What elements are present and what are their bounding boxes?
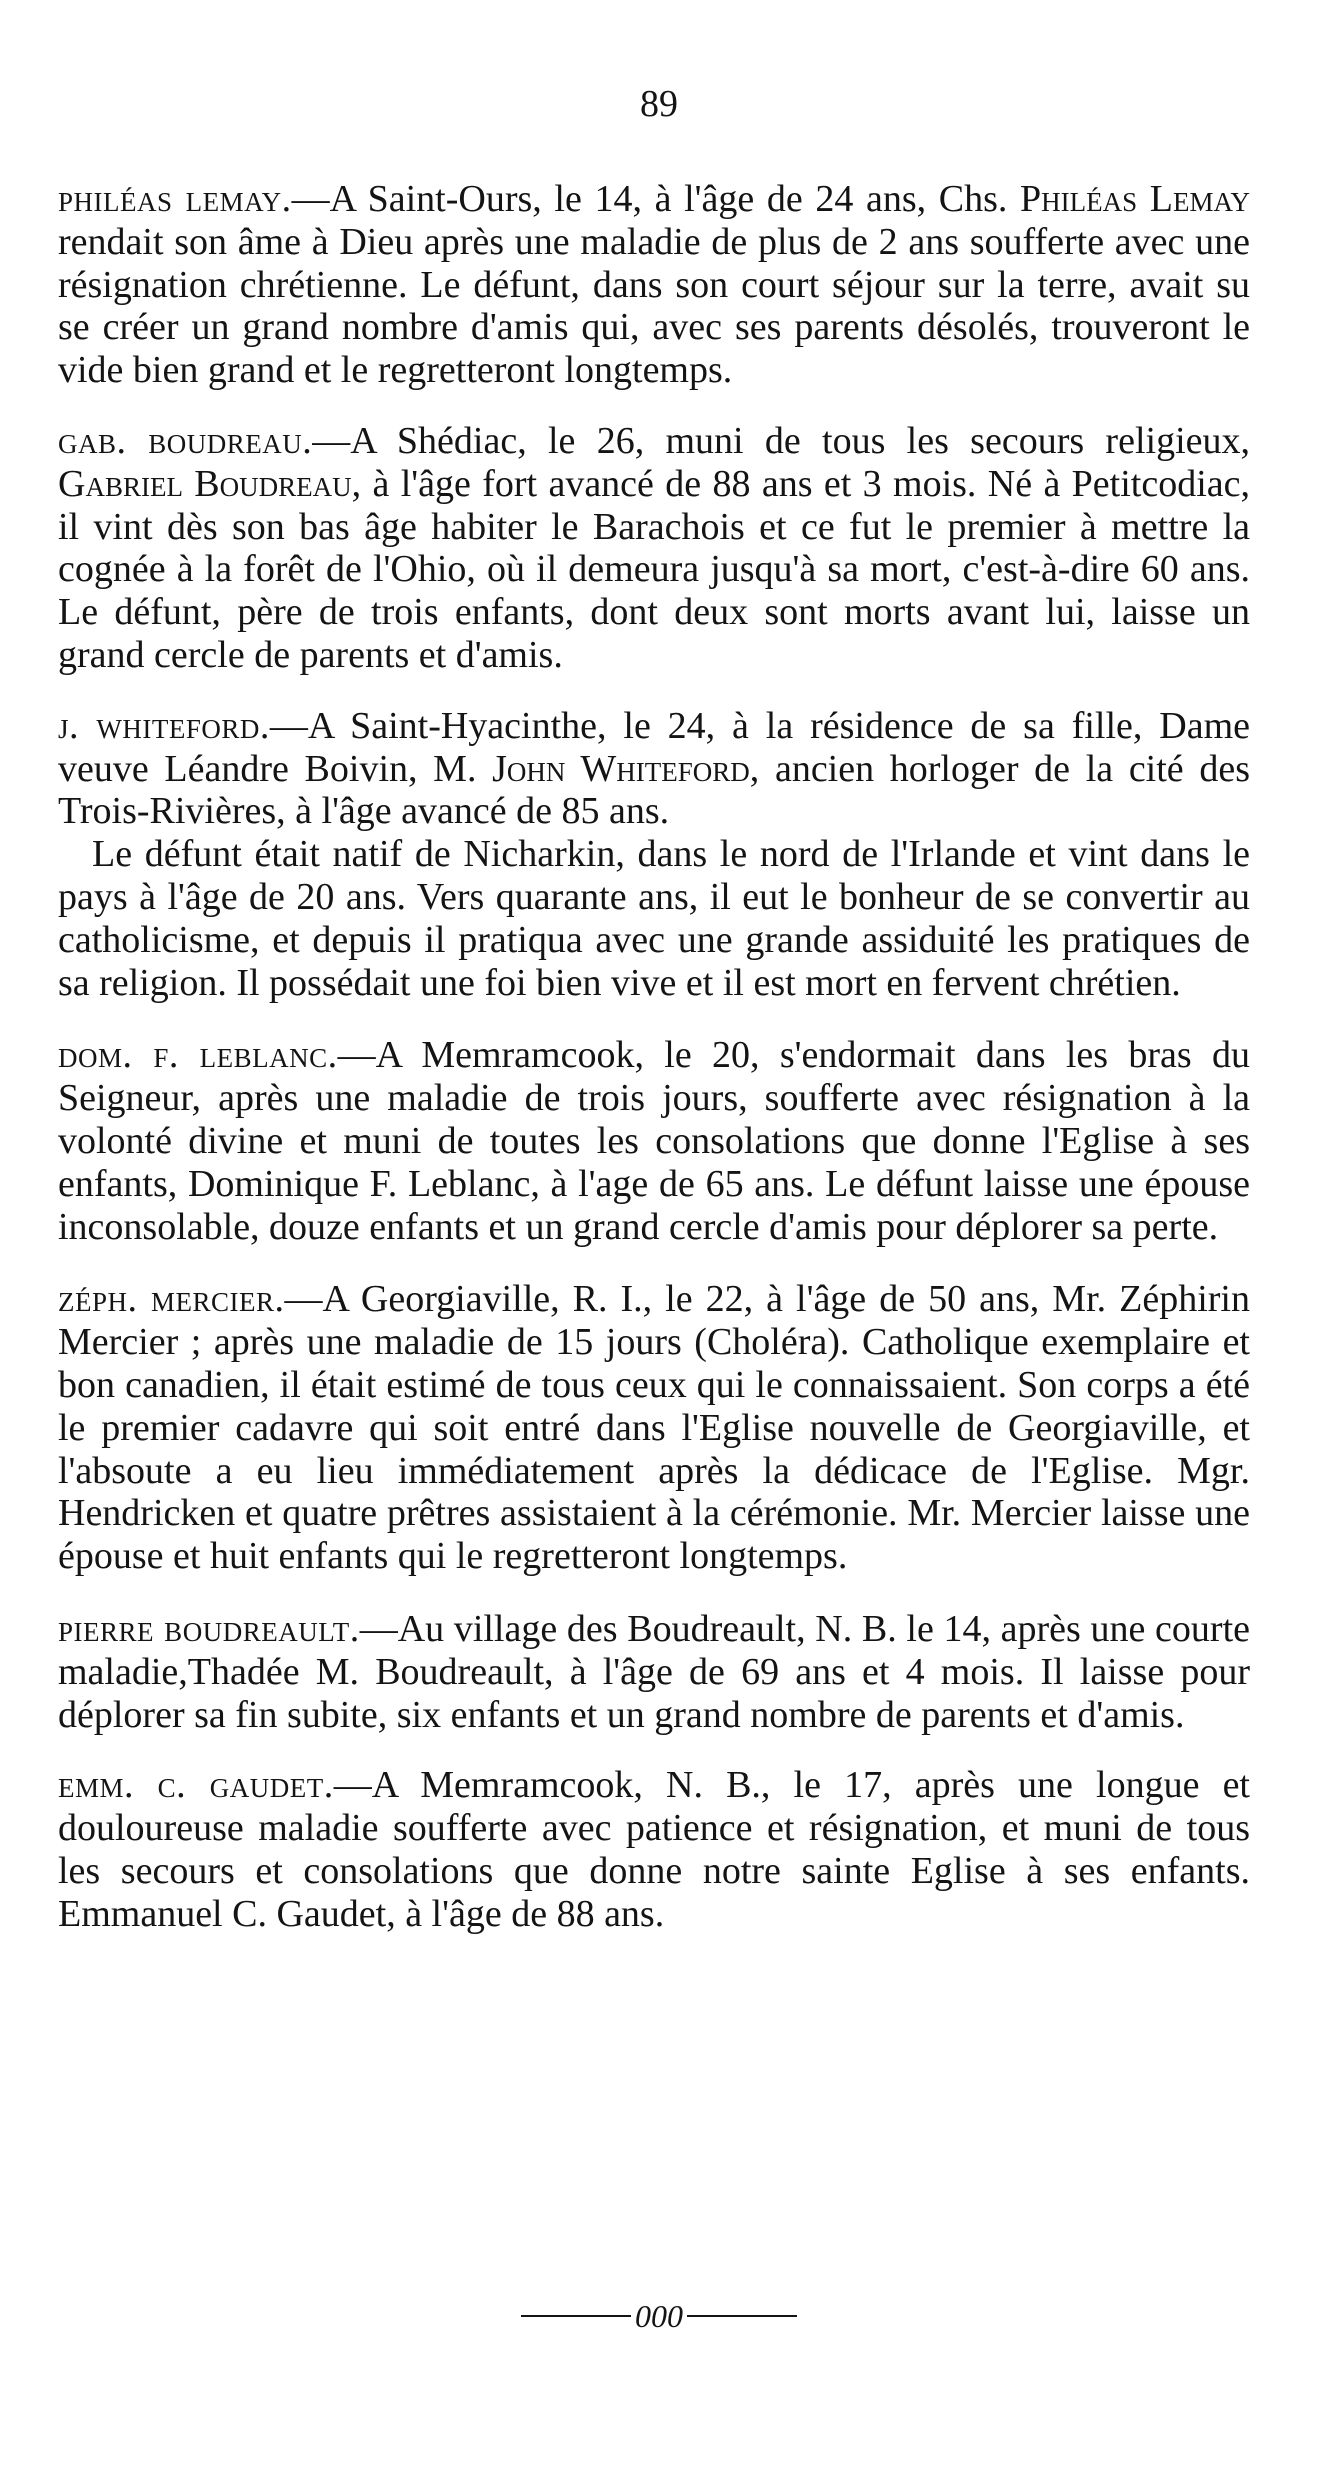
deceased-name: Philéas Lemay — [1020, 178, 1250, 220]
section-divider — [0, 2300, 1318, 2332]
entry-heading: emm. c. gaudet. — [58, 1764, 334, 1807]
obituary-entry — [58, 420, 1250, 677]
entry-heading: gab. boudreau. — [58, 419, 313, 462]
entry-text: , à l'âge fort avancé de 88 ans et 3 mois. Né à Petitcodiac, il vint dès son bas âge habiter le Barachois et ce fut le premier à mettre la cognée à la forêt de l'Ohio, où il demeura jusqu'à sa mort, c'est-à-dire 60 ans. Le défunt, père de trois enfants, dont deux sont morts avant lui, laisse un grand cercle de parents et d'amis. — [58, 462, 1250, 676]
entry-text: rendait son âme à Dieu après une maladie de plus de 2 ans soufferte avec une résignation chrétienne. Le défunt, dans son court séjour sur la terre, avait su se créer un grand nombre d'amis qui, avec ses parents désolés, trouveront le vide bien grand et le regretteront longtemps. — [58, 220, 1250, 392]
deceased-name: Gabriel Boudreau — [58, 462, 352, 505]
entry-heading: dom. f. leblanc. — [58, 1034, 338, 1077]
entry-text: —A Shédiac, le 26, muni de tous les secours religieux, — [312, 419, 1250, 462]
divider-rule-right — [687, 2315, 797, 2317]
entry-text: —A Memramcook, le 20, s'endormait dans les bras du Seigneur, après une maladie de trois jours, soufferte avec résignation à la volonté divine et muni de toutes les consolations que donne l'Eglise à ses enfants, Dominique F. Leblanc, à l'age de 65 ans. Le défunt laisse une épouse inconsolable, douze enfants et un grand cercle d'amis pour déplorer sa perte. — [58, 1034, 1251, 1248]
obituary-column — [58, 178, 1250, 1957]
obituary-entry — [58, 178, 1250, 392]
page-number: 89 — [640, 83, 678, 125]
divider-mark: 000 — [635, 2298, 683, 2334]
obituary-entry — [58, 705, 1250, 1005]
entry-text: —A Saint-Ours, le 14, à l'âge de 24 ans, Chs. — [291, 178, 1021, 220]
entry-heading: zéph. mercier. — [58, 1278, 285, 1321]
divider-rule-left — [521, 2315, 631, 2317]
entry-text: Le défunt était natif de Nicharkin, dans le nord de l'Irlande et vint dans le pays à l'âge de 20 ans. Vers quarante ans, il eut le bonheur de se convertir au catholicisme, et depuis il pratiqua avec une grande assiduité les pratiques de sa religion. Il possédait une foi bien vive et il est mort en fervent chrétien. — [58, 833, 1250, 1004]
entry-text: —A Saint-Hyacinthe, le 24, à la résidence de sa fille, Dame veuve Léandre Boivin, M. — [58, 704, 1250, 790]
deceased-name: John Whiteford — [492, 747, 750, 790]
entry-text: —A Georgiaville, R. I., le 22, à l'âge de 50 ans, Mr. Zéphirin Mercier ; après une maladie de 15 jours (Choléra). Catholique exemplaire et bon canadien, il était estimé de tous ceux qui le connaissaient. Son corps a été le premier cadavre qui soit entré dans l'Eglise nouvelle de Georgiaville, et l'absoute a eu lieu immédiatement après la dédicace de l'Eglise. Mgr. Hendricken et quatre prêtres assistaient à la cérémonie. Mr. Mercier laisse une épouse et huit enfants qui le regretteront longtemps. — [58, 1278, 1250, 1578]
entry-heading: pierre boudreault. — [58, 1607, 360, 1650]
obituary-entry — [58, 1034, 1250, 1248]
entry-text: , ancien horloger de la cité des Trois-Rivières, à l'âge avancé de 85 ans. — [58, 747, 1250, 833]
obituary-entry — [58, 1608, 1250, 1736]
entry-heading: j. whiteford. — [58, 704, 270, 747]
entry-text: —A Memramcook, N. B., le 17, après une longue et douloureuse maladie soufferte avec patience et résignation, et muni de tous les secours et consolations que donne notre sainte Eglise à ses enfants. Emmanuel C. Gaudet, à l'âge de 88 ans. — [58, 1764, 1250, 1935]
obituary-entry — [58, 1764, 1250, 1935]
obituary-entry — [58, 1278, 1250, 1578]
entry-heading: philéas lemay. — [58, 178, 292, 220]
entry-text: —Au village des Boudreault, N. B. le 14, après une courte maladie,Thadée M. Boudreault, à l'âge de 69 ans et 4 mois. Il laisse pour déplorer sa fin subite, six enfants et un grand nombre de parents et d'amis. — [58, 1607, 1250, 1736]
